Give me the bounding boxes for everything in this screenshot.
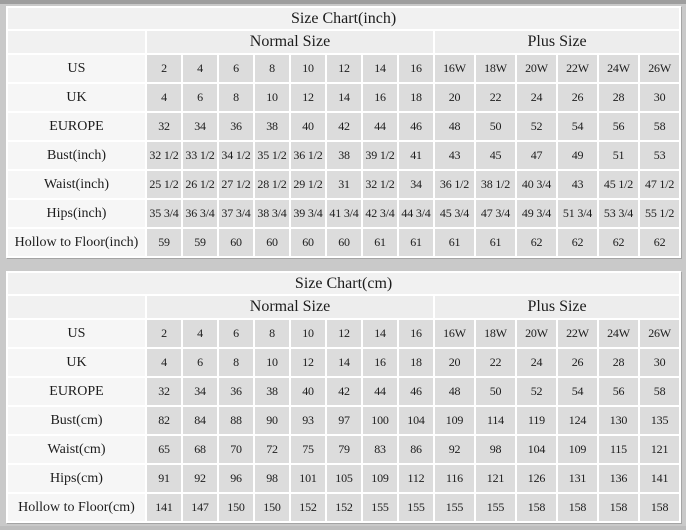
corner-cell (7, 295, 146, 319)
table-row (7, 170, 680, 199)
size-cell: 33 1/2 (182, 141, 218, 170)
size-cell: 22W (557, 319, 598, 348)
size-cell: 152 (326, 493, 362, 522)
size-cell: 45 1/2 (598, 170, 639, 199)
size-cell: 16W (434, 319, 475, 348)
table-row (7, 199, 680, 228)
size-cell: 96 (218, 464, 254, 493)
table-row (7, 348, 680, 377)
size-cell: 91 (146, 464, 182, 493)
row-label: EUROPE (7, 112, 146, 141)
size-cell: 38 1/2 (475, 170, 516, 199)
size-cell: 155 (362, 493, 398, 522)
size-cell: 92 (434, 435, 475, 464)
size-cell: 34 (398, 170, 434, 199)
size-cell: 50 (475, 112, 516, 141)
table-title: Size Chart(cm) (7, 272, 680, 295)
page-bottom-strip (0, 526, 686, 530)
size-cell: 60 (218, 228, 254, 257)
size-cell: 46 (398, 112, 434, 141)
size-cell: 44 3/4 (398, 199, 434, 228)
row-label: Hips(cm) (7, 464, 146, 493)
size-cell: 104 (398, 406, 434, 435)
size-cell: 92 (182, 464, 218, 493)
size-cell: 10 (254, 83, 290, 112)
size-cell: 141 (639, 464, 680, 493)
size-cell: 38 (254, 377, 290, 406)
size-cell: 55 1/2 (639, 199, 680, 228)
table-row (7, 464, 680, 493)
size-cell: 60 (254, 228, 290, 257)
size-cell: 12 (290, 348, 326, 377)
size-cell: 4 (182, 54, 218, 83)
size-cell: 47 (516, 141, 557, 170)
size-cell: 42 3/4 (362, 199, 398, 228)
size-cell: 26W (639, 54, 680, 83)
size-cell: 136 (598, 464, 639, 493)
group-header-normal-size: Normal Size (146, 295, 434, 319)
size-cell: 38 3/4 (254, 199, 290, 228)
size-cell: 31 (326, 170, 362, 199)
size-cell: 20W (516, 54, 557, 83)
size-cell: 104 (516, 435, 557, 464)
table-row (7, 228, 680, 257)
size-cell: 70 (218, 435, 254, 464)
size-cell: 45 (475, 141, 516, 170)
size-cell: 47 3/4 (475, 199, 516, 228)
size-cell: 36 1/2 (434, 170, 475, 199)
size-cell: 26 (557, 83, 598, 112)
table-row (7, 435, 680, 464)
size-cell: 37 3/4 (218, 199, 254, 228)
size-cell: 44 (362, 377, 398, 406)
size-cell: 20 (434, 348, 475, 377)
size-cell: 60 (326, 228, 362, 257)
size-cell: 38 (254, 112, 290, 141)
size-cell: 52 (516, 112, 557, 141)
size-cell: 82 (146, 406, 182, 435)
table-row (7, 112, 680, 141)
size-cell: 83 (362, 435, 398, 464)
row-label: EUROPE (7, 377, 146, 406)
row-label: US (7, 54, 146, 83)
size-cell: 8 (254, 319, 290, 348)
size-cell: 84 (182, 406, 218, 435)
size-cell: 61 (434, 228, 475, 257)
size-cell: 43 (557, 170, 598, 199)
group-header-normal-size: Normal Size (146, 30, 434, 54)
size-cell: 126 (516, 464, 557, 493)
size-cell: 38 (326, 141, 362, 170)
size-cell: 116 (434, 464, 475, 493)
size-cell: 35 3/4 (146, 199, 182, 228)
size-cell: 26 (557, 348, 598, 377)
size-cell: 36 3/4 (182, 199, 218, 228)
size-cell: 109 (362, 464, 398, 493)
size-cell: 39 3/4 (290, 199, 326, 228)
size-cell: 39 1/2 (362, 141, 398, 170)
size-cell: 36 (218, 112, 254, 141)
size-cell: 61 (475, 228, 516, 257)
size-cell: 51 (598, 141, 639, 170)
size-cell: 42 (326, 112, 362, 141)
size-cell: 61 (362, 228, 398, 257)
size-cell: 40 3/4 (516, 170, 557, 199)
size-cell: 24 (516, 348, 557, 377)
size-cell: 4 (146, 348, 182, 377)
size-cell: 53 3/4 (598, 199, 639, 228)
size-cell: 130 (598, 406, 639, 435)
size-cell: 14 (362, 54, 398, 83)
size-cell: 16W (434, 54, 475, 83)
size-cell: 75 (290, 435, 326, 464)
size-chart-cm-table (6, 271, 681, 523)
size-cell: 26W (639, 319, 680, 348)
size-cell: 72 (254, 435, 290, 464)
size-cell: 36 (218, 377, 254, 406)
size-cell: 158 (516, 493, 557, 522)
size-cell: 22W (557, 54, 598, 83)
size-cell: 93 (290, 406, 326, 435)
size-cell: 155 (434, 493, 475, 522)
size-cell: 40 (290, 112, 326, 141)
size-cell: 54 (557, 377, 598, 406)
table-row (7, 319, 680, 348)
size-cell: 28 (598, 83, 639, 112)
size-cell: 86 (398, 435, 434, 464)
group-header-plus-size: Plus Size (434, 295, 680, 319)
size-cell: 101 (290, 464, 326, 493)
size-cell: 115 (598, 435, 639, 464)
size-cell: 135 (639, 406, 680, 435)
size-cell: 150 (254, 493, 290, 522)
size-cell: 6 (182, 348, 218, 377)
size-cell: 52 (516, 377, 557, 406)
size-cell: 25 1/2 (146, 170, 182, 199)
size-cell: 114 (475, 406, 516, 435)
size-cell: 34 (182, 112, 218, 141)
size-cell: 58 (639, 377, 680, 406)
size-cell: 34 (182, 377, 218, 406)
size-cell: 6 (218, 54, 254, 83)
group-header-plus-size: Plus Size (434, 30, 680, 54)
size-cell: 32 1/2 (146, 141, 182, 170)
size-cell: 45 3/4 (434, 199, 475, 228)
size-cell: 97 (326, 406, 362, 435)
size-cell: 8 (218, 83, 254, 112)
size-cell: 62 (557, 228, 598, 257)
size-cell: 119 (516, 406, 557, 435)
size-cell: 60 (290, 228, 326, 257)
size-cell: 41 3/4 (326, 199, 362, 228)
size-cell: 158 (557, 493, 598, 522)
size-cell: 62 (598, 228, 639, 257)
size-cell: 30 (639, 348, 680, 377)
table-row (7, 54, 680, 83)
size-cell: 35 1/2 (254, 141, 290, 170)
size-chart-inch-table (6, 6, 681, 258)
size-cell: 16 (362, 348, 398, 377)
size-cell: 42 (326, 377, 362, 406)
table-row (7, 83, 680, 112)
size-cell: 56 (598, 112, 639, 141)
size-cell: 59 (146, 228, 182, 257)
size-cell: 22 (475, 83, 516, 112)
table-row (7, 141, 680, 170)
size-cell: 28 (598, 348, 639, 377)
size-cell: 10 (290, 319, 326, 348)
row-label: Bust(cm) (7, 406, 146, 435)
size-cell: 109 (434, 406, 475, 435)
size-cell: 141 (146, 493, 182, 522)
size-cell: 34 1/2 (218, 141, 254, 170)
size-cell: 158 (598, 493, 639, 522)
size-cell: 65 (146, 435, 182, 464)
size-cell: 10 (290, 54, 326, 83)
size-cell: 14 (326, 348, 362, 377)
size-cell: 150 (218, 493, 254, 522)
size-cell: 59 (182, 228, 218, 257)
table-row (7, 377, 680, 406)
size-cell: 88 (218, 406, 254, 435)
size-cell: 49 (557, 141, 598, 170)
size-cell: 29 1/2 (290, 170, 326, 199)
row-label: Hollow to Floor(cm) (7, 493, 146, 522)
size-cell: 90 (254, 406, 290, 435)
size-cell: 44 (362, 112, 398, 141)
size-cell: 16 (398, 54, 434, 83)
size-cell: 158 (639, 493, 680, 522)
size-cell: 54 (557, 112, 598, 141)
size-cell: 20W (516, 319, 557, 348)
size-cell: 36 1/2 (290, 141, 326, 170)
table-row (7, 493, 680, 522)
row-label: Waist(cm) (7, 435, 146, 464)
size-cell: 4 (182, 319, 218, 348)
size-cell: 32 1/2 (362, 170, 398, 199)
size-cell: 6 (182, 83, 218, 112)
row-label: Bust(inch) (7, 141, 146, 170)
size-cell: 27 1/2 (218, 170, 254, 199)
size-cell: 24W (598, 319, 639, 348)
size-cell: 2 (146, 54, 182, 83)
size-cell: 61 (398, 228, 434, 257)
size-cell: 41 (398, 141, 434, 170)
size-cell: 14 (362, 319, 398, 348)
size-cell: 12 (326, 54, 362, 83)
table-row (7, 406, 680, 435)
size-cell: 18 (398, 348, 434, 377)
size-cell: 18 (398, 83, 434, 112)
size-cell: 68 (182, 435, 218, 464)
size-cell: 51 3/4 (557, 199, 598, 228)
size-cell: 32 (146, 112, 182, 141)
size-cell: 28 1/2 (254, 170, 290, 199)
size-cell: 48 (434, 377, 475, 406)
size-cell: 10 (254, 348, 290, 377)
size-cell: 152 (290, 493, 326, 522)
size-cell: 50 (475, 377, 516, 406)
size-cell: 105 (326, 464, 362, 493)
size-cell: 47 1/2 (639, 170, 680, 199)
size-cell: 155 (398, 493, 434, 522)
size-cell: 79 (326, 435, 362, 464)
size-cell: 98 (475, 435, 516, 464)
size-cell: 48 (434, 112, 475, 141)
size-cell: 56 (598, 377, 639, 406)
row-label: US (7, 319, 146, 348)
size-cell: 131 (557, 464, 598, 493)
size-cell: 109 (557, 435, 598, 464)
page-top-strip (0, 0, 686, 4)
size-cell: 46 (398, 377, 434, 406)
size-cell: 22 (475, 348, 516, 377)
table-title: Size Chart(inch) (7, 7, 680, 30)
size-cell: 49 3/4 (516, 199, 557, 228)
size-cell: 4 (146, 83, 182, 112)
size-cell: 16 (362, 83, 398, 112)
corner-cell (7, 30, 146, 54)
row-label: UK (7, 83, 146, 112)
size-cell: 2 (146, 319, 182, 348)
size-cell: 24 (516, 83, 557, 112)
size-cell: 32 (146, 377, 182, 406)
size-cell: 18W (475, 54, 516, 83)
size-cell: 40 (290, 377, 326, 406)
size-cell: 14 (326, 83, 362, 112)
size-cell: 20 (434, 83, 475, 112)
size-cell: 155 (475, 493, 516, 522)
size-cell: 12 (290, 83, 326, 112)
row-label: Hips(inch) (7, 199, 146, 228)
size-cell: 18W (475, 319, 516, 348)
size-cell: 112 (398, 464, 434, 493)
size-cell: 62 (639, 228, 680, 257)
size-cell: 8 (218, 348, 254, 377)
size-charts-container (0, 6, 686, 523)
size-cell: 147 (182, 493, 218, 522)
size-cell: 98 (254, 464, 290, 493)
size-cell: 12 (326, 319, 362, 348)
row-label: Waist(inch) (7, 170, 146, 199)
size-cell: 8 (254, 54, 290, 83)
size-cell: 124 (557, 406, 598, 435)
size-cell: 121 (475, 464, 516, 493)
size-cell: 43 (434, 141, 475, 170)
size-cell: 24W (598, 54, 639, 83)
size-cell: 26 1/2 (182, 170, 218, 199)
size-cell: 121 (639, 435, 680, 464)
size-cell: 100 (362, 406, 398, 435)
size-cell: 16 (398, 319, 434, 348)
size-cell: 62 (516, 228, 557, 257)
row-label: Hollow to Floor(inch) (7, 228, 146, 257)
size-cell: 30 (639, 83, 680, 112)
size-cell: 58 (639, 112, 680, 141)
size-cell: 53 (639, 141, 680, 170)
row-label: UK (7, 348, 146, 377)
size-cell: 6 (218, 319, 254, 348)
